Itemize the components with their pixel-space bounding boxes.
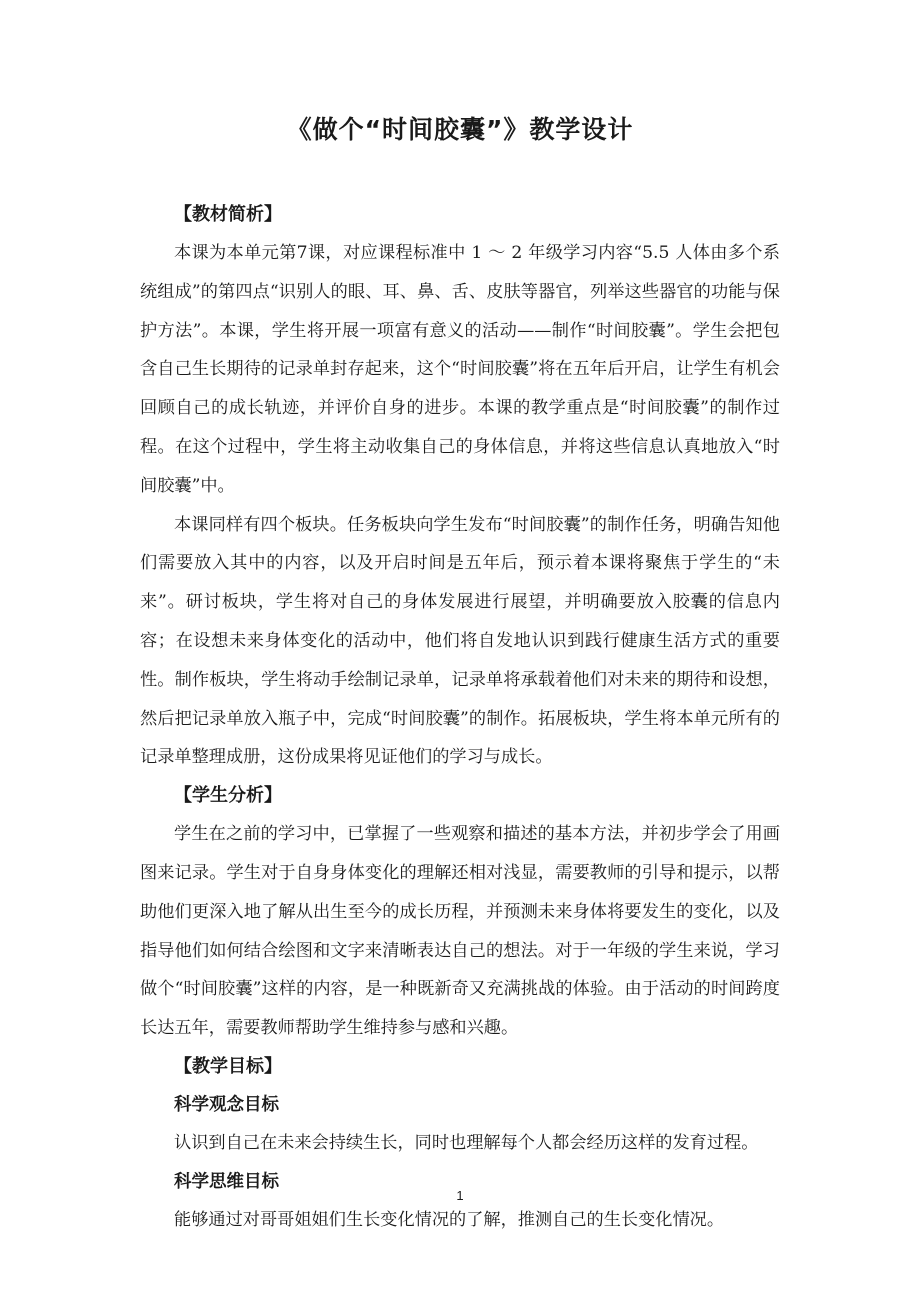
section-heading-teaching-goals: 【教学目标】 — [174, 1055, 282, 1077]
document-body — [140, 196, 780, 1240]
document-title: 《做个“时间胶囊”》教学设计 — [286, 115, 634, 144]
paragraph: 能够通过对哥哥姐姐们生长变化情况的了解，推测自己的生长变化情况。 — [174, 1209, 725, 1230]
sub-heading-science-thinking: 科学思维目标 — [174, 1171, 279, 1192]
section-heading-student-analysis: 【学生分析】 — [174, 785, 282, 807]
paragraph: 本课同样有四个板块。任务板块向学生发布“时间胶囊”的制作任务，明确告知他们需要放入其中的内容，以及开启时间是五年后，预示着本课将聚焦于学生的“未来”。研讨板块，学生将对自己的身体发展进行展望，并明确要放入胶囊的信息内容；在设想未来身体变化的活动中，他们将自发地认识到践行健康生活方式的重要性。制作板块，学生将动手绘制记录单，记录单将承载着他们对未来的期待和设想，然后把记录单放入瓶子中，完成“时间胶囊”的制作。拓展板块，学生将本单元所有的记录单整理成册，这份成果将见证他们的学习与成长。 — [140, 514, 780, 768]
paragraph: 学生在之前的学习中，已掌握了一些观察和描述的基本方法，并初步学会了用画图来记录。学生对于自身身体变化的理解还相对浅显，需要教师的引导和提示，以帮助他们更深入地了解从出生至今的成长历程，并预测未来身体将要发生的变化，以及指导他们如何结合绘图和文字来清晰表达自己的想法。对于一年级的学生来说，学习做个“时间胶囊”这样的内容，是一种既新奇又充满挑战的体验。由于活动的时间跨度长达五年，需要教师帮助学生维持参与感和兴趣。 — [140, 824, 780, 1039]
paragraph: 认识到自己在未来会持续生长，同时也理解每个人都会经历这样的发育过程。 — [174, 1132, 759, 1153]
page-number: 1 — [456, 1188, 464, 1203]
section-heading-textbook-analysis: 【教材简析】 — [174, 204, 282, 225]
paragraph: 本课为本单元第7课，对应课程标准中 1 ～ 2 年级学习内容“5.5 人体由多个系统组成”的第四点“识别人的眼、耳、鼻、舌、皮肤等器官，列举这些器官的功能与保护方法”。本课，学生将开展一项富有意义的活动——制作“时间胶囊”。学生会把包含自己生长期待的记录单封存起来，这个“时间胶囊”将在五年后开启，让学生有机会回顾自己的成长轨迹，并评价自身的进步。本课的教学重点是“时间胶囊”的制作过程。在这个过程中，学生将主动收集自己的身体信息，并将这些信息认真地放入“时间胶囊”中。 — [140, 243, 780, 496]
sub-heading-science-concept: 科学观念目标 — [174, 1094, 279, 1115]
